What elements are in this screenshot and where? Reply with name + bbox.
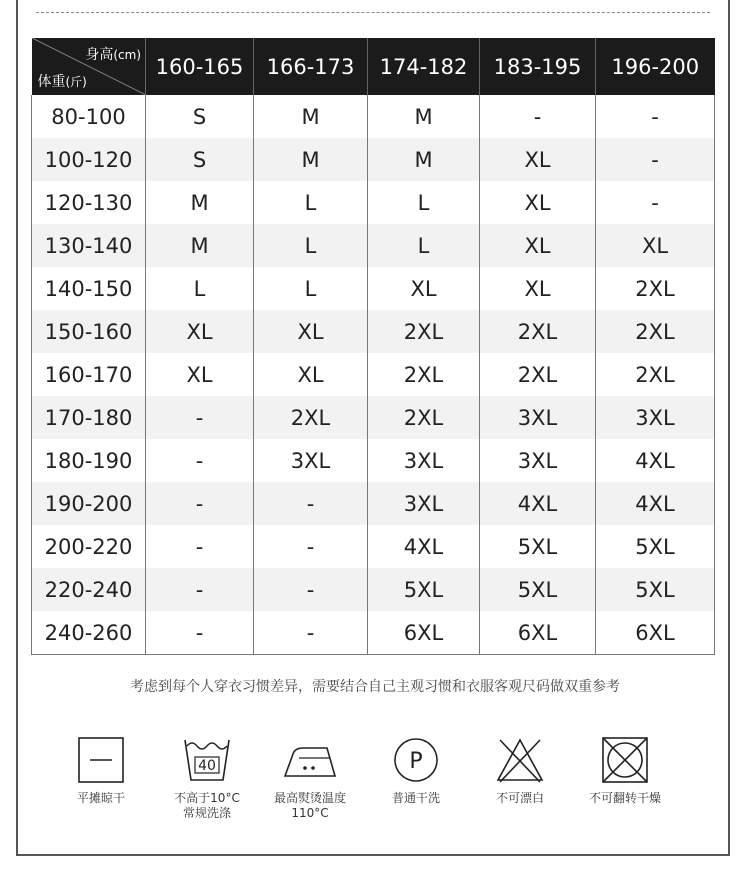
size-cell: -	[146, 568, 254, 611]
iron-icon	[255, 735, 365, 785]
height-label: 身高	[85, 47, 114, 63]
care-item	[255, 735, 365, 821]
size-cell: L	[146, 267, 254, 310]
size-cell: 4XL	[480, 482, 596, 525]
care-label-line: 普通干洗	[391, 791, 440, 805]
size-cell: 6XL	[480, 611, 596, 655]
weight-range-cell: 120-130	[32, 181, 146, 224]
table-row	[32, 138, 715, 181]
height-column-header: 166-173	[254, 38, 368, 95]
care-label	[361, 791, 471, 806]
care-item	[570, 735, 680, 806]
height-column-header: 196-200	[596, 38, 715, 95]
size-cell: 5XL	[596, 568, 715, 611]
care-label	[46, 791, 156, 806]
weight-range-cell: 190-200	[32, 482, 146, 525]
dry-flat-icon	[46, 735, 156, 785]
size-cell: 5XL	[596, 525, 715, 568]
table-row	[32, 181, 715, 224]
size-cell: 3XL	[254, 439, 368, 482]
size-cell: L	[254, 181, 368, 224]
care-item	[46, 735, 156, 806]
height-column-header: 160-165	[146, 38, 254, 95]
table-row	[32, 267, 715, 310]
weight-range-cell: 100-120	[32, 138, 146, 181]
size-cell: M	[368, 138, 480, 181]
weight-range-cell: 200-220	[32, 525, 146, 568]
size-cell: 4XL	[596, 439, 715, 482]
size-cell: -	[596, 95, 715, 138]
size-cell: 2XL	[596, 353, 715, 396]
size-cell: XL	[254, 353, 368, 396]
care-item	[465, 735, 575, 806]
size-cell: 4XL	[368, 525, 480, 568]
no-bleach-icon	[465, 735, 575, 785]
table-body	[32, 95, 715, 655]
header-row	[32, 38, 715, 95]
wash-40-icon	[152, 735, 262, 785]
weight-unit: (斤)	[65, 75, 87, 89]
size-cell: XL	[480, 267, 596, 310]
size-cell: -	[146, 439, 254, 482]
weight-range-cell: 130-140	[32, 224, 146, 267]
table-row	[32, 310, 715, 353]
table-row	[32, 611, 715, 655]
dashed-divider	[36, 12, 710, 13]
corner-header-cell	[32, 38, 146, 95]
size-cell: M	[254, 138, 368, 181]
size-cell: 2XL	[368, 310, 480, 353]
height-unit: (cm)	[113, 48, 141, 62]
size-cell: XL	[254, 310, 368, 353]
care-label	[255, 791, 365, 821]
weight-range-cell: 220-240	[32, 568, 146, 611]
size-cell: L	[254, 224, 368, 267]
care-label	[465, 791, 575, 806]
weight-range-cell: 240-260	[32, 611, 146, 655]
size-cell: 3XL	[480, 396, 596, 439]
table-row	[32, 568, 715, 611]
care-label-line: 最高熨烫温度	[273, 791, 346, 805]
size-cell: 3XL	[596, 396, 715, 439]
size-cell: 2XL	[368, 353, 480, 396]
size-cell: -	[254, 611, 368, 655]
height-column-header: 174-182	[368, 38, 480, 95]
size-cell: S	[146, 138, 254, 181]
size-cell: -	[146, 611, 254, 655]
care-label-line: 不可漂白	[495, 791, 544, 805]
size-cell: 3XL	[480, 439, 596, 482]
size-cell: XL	[596, 224, 715, 267]
size-cell: M	[254, 95, 368, 138]
care-label-line: 常规洗涤	[182, 806, 231, 820]
weight-range-cell: 150-160	[32, 310, 146, 353]
care-item	[152, 735, 262, 821]
size-cell: XL	[146, 353, 254, 396]
height-column-header: 183-195	[480, 38, 596, 95]
weight-range-cell: 80-100	[32, 95, 146, 138]
size-cell: -	[254, 482, 368, 525]
size-cell: 2XL	[368, 396, 480, 439]
size-cell: XL	[480, 181, 596, 224]
table-row	[32, 439, 715, 482]
no-tumble-dry-icon	[570, 735, 680, 785]
weight-axis-label	[38, 71, 87, 91]
care-label	[152, 791, 262, 821]
size-cell: 5XL	[368, 568, 480, 611]
size-cell: S	[146, 95, 254, 138]
size-cell: XL	[480, 224, 596, 267]
table-row	[32, 95, 715, 138]
size-cell: -	[480, 95, 596, 138]
size-cell: 5XL	[480, 525, 596, 568]
weight-range-cell: 180-190	[32, 439, 146, 482]
size-cell: XL	[146, 310, 254, 353]
table-row	[32, 396, 715, 439]
size-cell: 2XL	[596, 310, 715, 353]
size-cell: 5XL	[480, 568, 596, 611]
table-row	[32, 224, 715, 267]
care-label-line: 110°C	[291, 806, 329, 820]
size-cell: 2XL	[254, 396, 368, 439]
height-axis-label	[85, 44, 141, 64]
size-cell: 6XL	[368, 611, 480, 655]
size-cell: 3XL	[368, 439, 480, 482]
weight-label: 体重	[37, 74, 66, 90]
size-cell: M	[146, 224, 254, 267]
size-cell: 2XL	[596, 267, 715, 310]
weight-range-cell: 170-180	[32, 396, 146, 439]
size-cell: L	[368, 181, 480, 224]
care-label-line: 不高于10°C	[174, 791, 240, 805]
dry-clean-letter: P	[409, 749, 423, 774]
size-chart-table	[31, 38, 715, 655]
dry-clean-p-icon	[361, 735, 471, 785]
size-cell: M	[146, 181, 254, 224]
care-item	[361, 735, 471, 806]
size-cell: -	[596, 138, 715, 181]
care-label	[570, 791, 680, 806]
weight-range-cell: 160-170	[32, 353, 146, 396]
care-label-line: 平摊晾干	[76, 791, 125, 805]
size-cell: 2XL	[480, 353, 596, 396]
size-cell: XL	[368, 267, 480, 310]
size-cell: L	[254, 267, 368, 310]
size-cell: XL	[480, 138, 596, 181]
size-cell: -	[146, 482, 254, 525]
weight-range-cell: 140-150	[32, 267, 146, 310]
size-cell: L	[368, 224, 480, 267]
size-cell: 6XL	[596, 611, 715, 655]
size-cell: 2XL	[480, 310, 596, 353]
table-row	[32, 525, 715, 568]
size-cell: 3XL	[368, 482, 480, 525]
size-cell: -	[146, 396, 254, 439]
size-cell: 4XL	[596, 482, 715, 525]
care-label-line: 不可翻转干燥	[588, 791, 661, 805]
size-cell: -	[146, 525, 254, 568]
size-cell: -	[596, 181, 715, 224]
size-cell: -	[254, 568, 368, 611]
table-row	[32, 353, 715, 396]
table-row	[32, 482, 715, 525]
fit-advice-note: 考虑到每个人穿衣习惯差异，需要结合自己主观习惯和衣服客观尺码做双重参考	[130, 679, 620, 695]
wash-temperature: 40	[198, 758, 216, 774]
size-cell: -	[254, 525, 368, 568]
size-cell: M	[368, 95, 480, 138]
